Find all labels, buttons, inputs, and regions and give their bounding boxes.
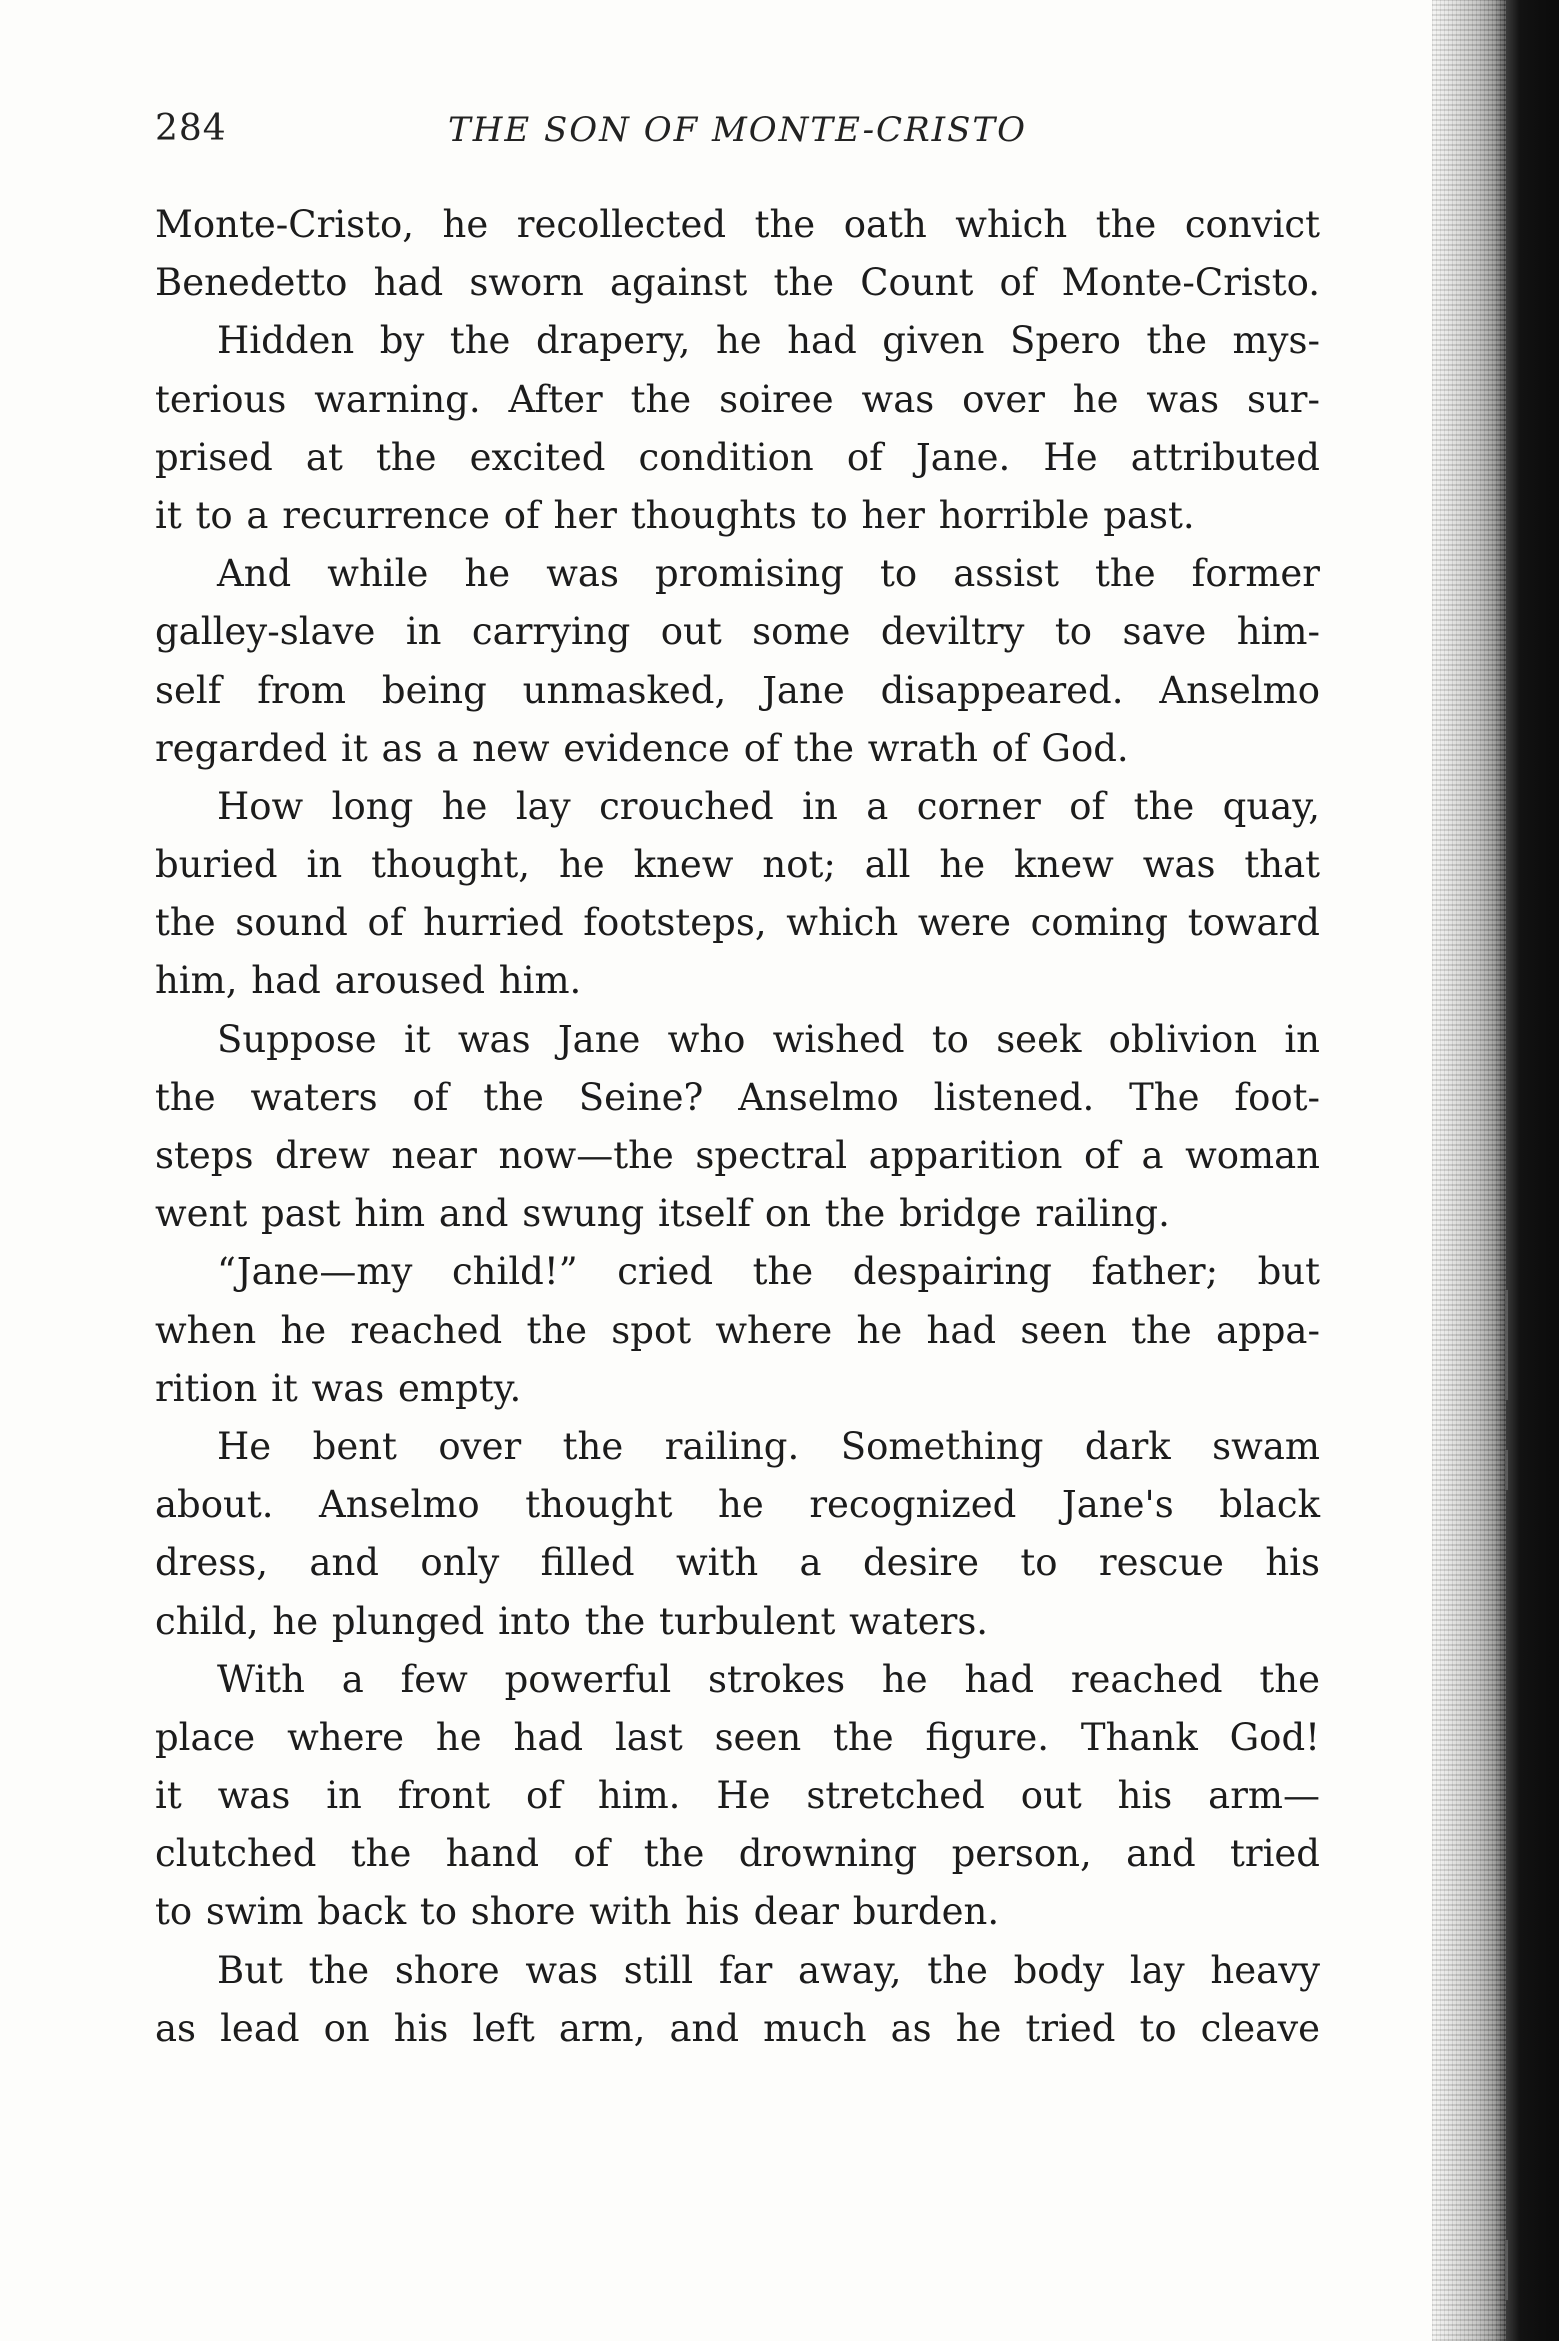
text-line: clutched the hand of the drowning person, and tried	[155, 1832, 1320, 1876]
page-header	[155, 108, 1320, 158]
text-line: steps drew near now—the spectral apparition of a woman	[155, 1134, 1320, 1177]
text-line: as lead on his left arm, and much as he tried to cleave	[155, 2006, 1320, 2050]
text-line: rition it was empty.	[155, 1366, 522, 1410]
text-line: buried in thought, he knew not; all he knew was that	[155, 843, 1320, 887]
text-line: the waters of the Seine? Anselmo listened. The foot-	[155, 1075, 1320, 1119]
text-line: prised at the excited condition of Jane. He attributed	[155, 435, 1320, 479]
text-line: when he reached the spot where he had seen the appa-	[155, 1308, 1320, 1352]
text-line: galley-slave in carrying out some deviltry to save him-	[155, 610, 1320, 654]
text-line: Hidden by the drapery, he had given Spero the mys-	[217, 319, 1320, 363]
running-title: THE SON OF MONTE-CRISTO	[448, 110, 1027, 150]
text-line: it to a recurrence of her thoughts to her horrible past.	[155, 493, 1195, 537]
text-line: How long he lay crouched in a corner of the quay,	[217, 784, 1320, 828]
text-line: He bent over the railing. Something dark swam	[217, 1424, 1320, 1468]
text-line: him, had aroused him.	[155, 959, 582, 1003]
text-line: And while he was promising to assist the former	[217, 552, 1320, 596]
text-line: Monte-Cristo, he recollected the oath which the convict	[155, 203, 1320, 246]
edge-mark	[1505, 1290, 1508, 1400]
edge-mark	[1505, 2240, 1508, 2300]
text-line: But the shore was still far away, the body lay heavy	[217, 1948, 1320, 1992]
page-number: 284	[155, 108, 227, 149]
body-text	[155, 196, 1320, 2058]
text-line: place where he had last seen the figure. Thank God!	[155, 1715, 1320, 1759]
text-line: self from being unmasked, Jane disappeared. Anselmo	[155, 668, 1320, 712]
text-line: “Jane—my child!” cried the despairing father; but	[217, 1250, 1320, 1294]
text-line: about. Anselmo thought he recognized Jane's black	[155, 1483, 1320, 1527]
edge-mark	[1505, 1450, 1508, 1490]
text-line: With a few powerful strokes he had reached the	[217, 1657, 1320, 1701]
text-line: went past him and swung itself on the bridge railing.	[155, 1192, 1170, 1236]
text-line: regarded it as a new evidence of the wrath of God.	[155, 726, 1129, 770]
text-line: dress, and only filled with a desire to rescue his	[155, 1541, 1320, 1585]
text-line: child, he plunged into the turbulent waters.	[155, 1599, 989, 1643]
text-line: Suppose it was Jane who wished to seek oblivion in	[217, 1017, 1320, 1061]
text-line: terious warning. After the soiree was over he was sur-	[155, 377, 1320, 421]
text-line: the sound of hurried footsteps, which were coming toward	[155, 901, 1320, 945]
text-line: to swim back to shore with his dear burden.	[155, 1890, 1000, 1934]
scanned-page-edge	[1432, 0, 1559, 2341]
text-line: it was in front of him. He stretched out his arm—	[155, 1774, 1320, 1818]
text-line: Benedetto had sworn against the Count of Monte-Cristo.	[155, 261, 1320, 305]
